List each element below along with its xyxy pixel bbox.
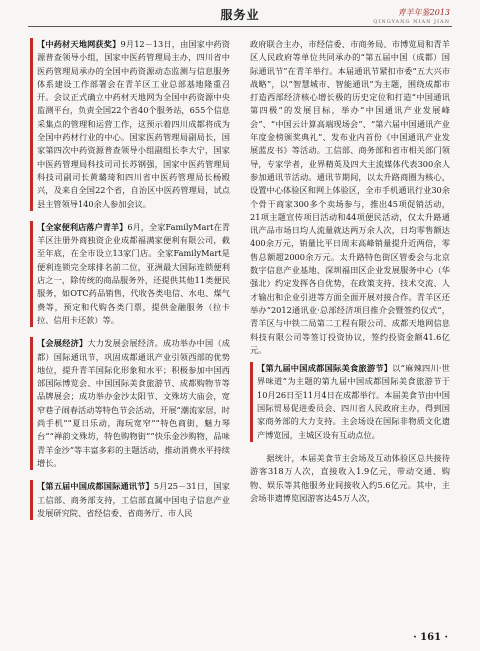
entry-body: 大力发展会展经济。成功举办中国（成都）国际通讯节，巩固成都通讯产业引领西部的优势地位，提升青羊国际化形象和水平；积极参加中国西部国际博览会、中国国际美食旅游节、成都购物节等品牌展会；成功举办金沙太阳节、文殊坊大庙会，宽窄巷子闹春活动等特色节会活动，开展“潮流家居，时尚手机”“夏日乐动，海玩宽窄”“特色商街，魅力琴台”“禅韵文殊坊，特色购物街”“快乐金沙购物，品味青羊金沙”等丰富多彩的主题活动，推动消费水平持续增长。 <box>37 338 230 468</box>
section-title: 服务业 <box>220 8 260 22</box>
entry-body: 6月，全家FamilyMart在青羊区注册外商独资企业成都福满家便利有限公司，截至年底，在全市设立13家门店。全家FamilyMart是便利连锁完全球排名前二位，亚洲最大国际连锁便利店之一，除传统的商品服务外，还提供其他11类便民服务，如OTC药品销售，代收各类电信、水电、煤气费等，预定和代购各类门票，提供金融服务（拉卡拉、信用卡还款）等。 <box>37 221 230 325</box>
left-column <box>30 38 230 620</box>
entry-paragraph <box>257 362 450 442</box>
entry-heading: 【会展经济】 <box>37 338 88 349</box>
page-number: · 161 · <box>413 632 448 643</box>
entry-paragraph <box>37 221 230 327</box>
entry-heading: 【全家便利店落户青羊】 <box>37 221 128 232</box>
entry-body: 9月12－13日，由国家中药资源普查领导小组，国家中医药管理局主办，四川省中医药管理局承办的全国中药资源动态监测与信息服务体系建设工作部署会在青羊区工业总部基地隆重召开。会议正式确立中药材天地网为全国中药资源中央监测平台，负责全国22个省40个服务站，655个信息采集点的管理和运营工作，这预示着四川成都将成为全国中药材行业的中心。国家医药管理局副局长，国家第四次中药资源普查领导小组副组长李大宁，国家中医药管理局科技司司长苏钢强，国家中医药管理局科技司副司长黄璐琦和四川省中医药管理局长杨殿兴，及来自全国22个省，自治区中医药管理局，试点县主管领导140余人参加会议。 <box>37 39 230 209</box>
yearbook-title-cn: 青羊年鉴2013 <box>397 8 450 17</box>
yearbook-logo <box>373 7 450 25</box>
yearbook-title-en: QINGYANG NIAN JIAN <box>373 19 450 25</box>
entry-familymart <box>30 221 230 327</box>
entry-heading: 【第九届中国成都国际美食旅游节】 <box>257 363 393 374</box>
entry-paragraph <box>37 337 230 470</box>
entry-exhibition-economy <box>30 337 230 470</box>
entry-herbal-network-award <box>30 38 230 211</box>
entry-food-festival <box>250 362 450 442</box>
continuation-paragraph: 政府联合主办，市经信委、市商务局、市博览局和青羊区人民政府等单位共同承办的“第五届中国（成都）国际通讯节”在青羊举行。本届通讯节紧扣市委“五大兴市战略”，以“智慧城市、智能通讯”为主题，围绕成都市打造西部经济核心增长极的历史定位和打造“中国通讯第四极”的发展目标，举办“中国通讯产业发展峰会”、“中国云计算高端现场会”、“第六届中国通讯产业年度金榜颁奖典礼”、发布业内首份《中国通讯产业发展蓝皮书》等活动。工信部、商务部和省市相关部门领导，专家学者，业界精英及四大主流媒体代表300余人参加通讯节活动。通讯节期间，以太升路商圈为核心，设置中心体验区和网上体验区，全市手机通讯行业30余个骨干商家300多个卖场参与，推出45项促销活动，21项主题宣传项目活动和44项便民活动，仅太升路通讯产品市场日均人流量就达两万余人次，日均零售额达400余万元，销量比平日周末高峰销量提升近两倍，零售总额超2000余万元。太升路特色街区管委会与北京数字信息产业基地、深圳福田区企业发展服务中心（华强北）约定发挥各自优势，在政策支持、技术交流、人才输出和企业引进等方面全面开展对接合作。青羊区还举办“2012通讯业·总部经济项目推介会暨签约仪式”，青羊区与中铁二局第二工程有限公司、成都天地网信息科技有限公司等签订投资协议，签约投资金额41.6亿元。 <box>250 39 450 355</box>
entry-heading: 【第五届中国成都国际通讯节】 <box>37 481 154 492</box>
entry-heading: 【中药材天地网获奖】 <box>37 39 121 49</box>
right-column <box>250 38 450 620</box>
entry-body: 以“麻辣四川·世界味道”为主题的第九届中国成都国际美食旅游节于10月26日至11月4日在成都举行。本届美食节由中国国际贸易促进委员会、四川省人民政府主办，得到国家商务部的大力支持。主会场设在国际非物质文化遗产博览园，主城区设有互动点位。 <box>257 363 450 440</box>
entry-telecom-festival <box>30 480 230 520</box>
food-festival-statistics: 据统计，本届美食节主会场及互动体验区总共接待游客318万人次，直接收入1.9亿元，带动交通、购物、娱乐等其他服务业间接收入约5.6亿元。其中，主会场非遗博览园游客达45万人次， <box>250 452 450 503</box>
entry-paragraph <box>37 480 230 520</box>
header-divider <box>28 26 452 27</box>
entry-body: 5月25－31日，国家工信部、商务部支持，工信部直属中国电子信息产业发展研究院、省经信委、省商务厅、市人民 <box>37 481 230 518</box>
entry-paragraph <box>37 38 230 211</box>
